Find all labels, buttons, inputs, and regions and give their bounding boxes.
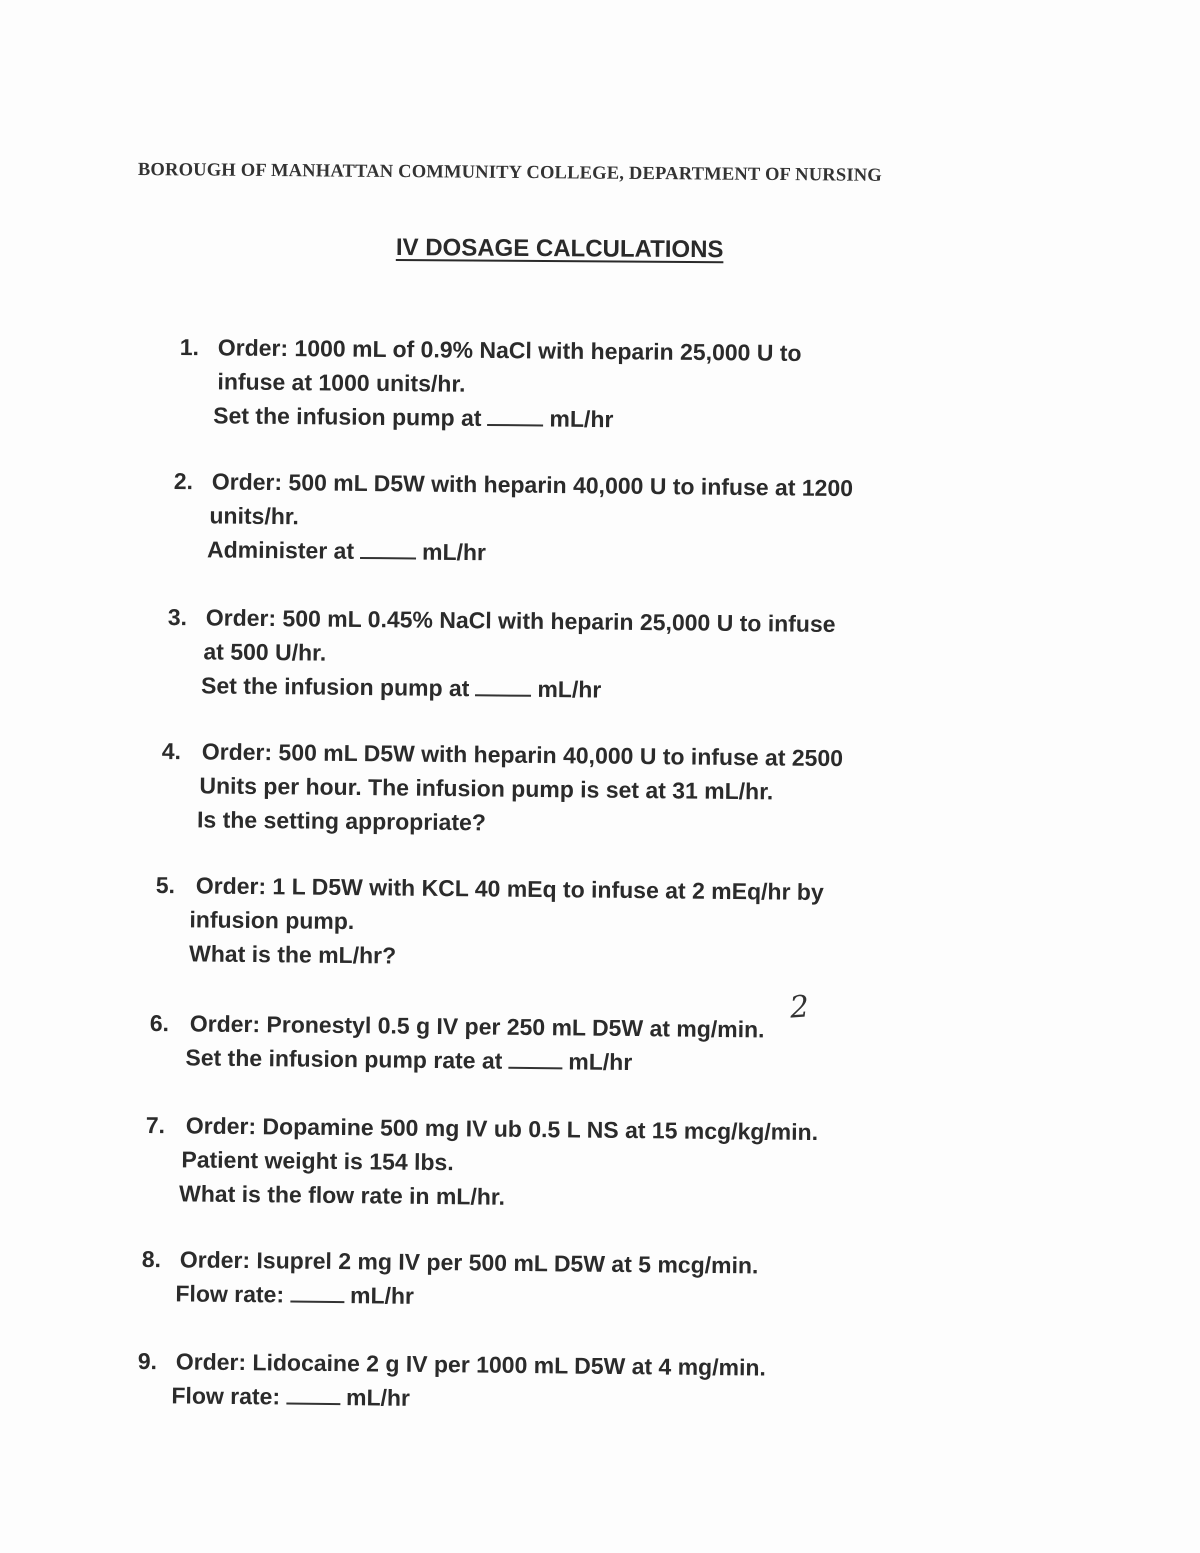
question-line: infuse at 1000 units/hr. <box>217 368 466 397</box>
question-number: 2. <box>173 467 194 495</box>
answer-unit: mL/hr <box>349 1282 415 1309</box>
answer-line <box>207 532 486 569</box>
answer-unit: mL/hr <box>549 405 614 433</box>
answer-blank[interactable] <box>360 539 416 560</box>
answer-blank[interactable] <box>286 1385 340 1406</box>
question-line: Order: Pronestyl 0.5 g IV per 250 mL D5W at mg/min. <box>189 1010 765 1043</box>
answer-prompt: Flow rate: <box>175 1280 285 1308</box>
question-number: 5. <box>155 871 176 899</box>
question-line: units/hr. <box>209 502 300 530</box>
answer-prompt: Set the infusion pump at <box>200 672 470 702</box>
question-line: Units per hour. The infusion pump is set at 31 mL/hr. <box>199 772 774 805</box>
question-number: 4. <box>161 737 182 765</box>
question-line: Order: 1 L D5W with KCL 40 mEq to infuse at 2 mEq/hr by <box>195 872 824 905</box>
question-number: 9. <box>137 1347 158 1375</box>
answer-line <box>185 1040 632 1079</box>
answer-prompt: Set the infusion pump at <box>213 402 482 431</box>
handwritten-note: 2 <box>788 989 811 1026</box>
question-line: at 500 U/hr. <box>203 638 327 666</box>
answer-line <box>213 398 614 436</box>
answer-unit: mL/hr <box>537 675 602 703</box>
question-line: infusion pump. <box>189 906 355 935</box>
question-number: 1. <box>179 333 200 361</box>
answer-unit: mL/hr <box>568 1048 633 1076</box>
question-line: Order: 500 mL D5W with heparin 40,000 U to infuse at 1200 <box>211 468 854 502</box>
question-line: Order: 500 mL 0.45% NaCl with heparin 25,000 U to infuse <box>205 604 836 637</box>
question-line: Patient weight is 154 lbs. <box>181 1146 454 1176</box>
page-title: IV DOSAGE CALCULATIONS <box>395 234 724 264</box>
answer-unit: mL/hr <box>345 1384 411 1411</box>
answer-blank[interactable] <box>508 1049 562 1070</box>
answer-line <box>175 1276 414 1312</box>
question-number: 6. <box>149 1009 170 1037</box>
question-line: Order: Lidocaine 2 g IV per 1000 mL D5W at 4 mg/min. <box>175 1348 767 1381</box>
question-number: 7. <box>145 1111 166 1139</box>
answer-unit: mL/hr <box>421 538 487 566</box>
question-line: What is the flow rate in mL/hr. <box>178 1180 506 1210</box>
question-line: Order: 1000 mL of 0.9% NaCl with heparin 25,000 U to <box>217 334 802 366</box>
question-line: Order: 500 mL D5W with heparin 40,000 U to infuse at 2500 <box>201 738 844 772</box>
question-number: 3. <box>167 603 188 631</box>
answer-line <box>171 1378 410 1414</box>
question-number: 8. <box>141 1245 162 1273</box>
question-line: Order: Dopamine 500 mg IV ub 0.5 L NS at 15 mcg/kg/min. <box>185 1112 819 1146</box>
question-line: What is the mL/hr? <box>188 940 397 969</box>
answer-prompt: Set the infusion pump rate at <box>185 1044 503 1074</box>
answer-prompt: Administer at <box>206 536 355 564</box>
answer-blank[interactable] <box>475 676 531 697</box>
answer-line <box>201 668 602 706</box>
question-line: Is the setting appropriate? <box>196 806 487 836</box>
question-line: Order: Isuprel 2 mg IV per 500 mL D5W at 5 mcg/min. <box>179 1246 759 1279</box>
answer-blank[interactable] <box>290 1283 344 1304</box>
institution-header: BOROUGH OF MANHATTAN COMMUNITY COLLEGE, DEPARTMENT OF NURSING <box>137 160 883 186</box>
answer-blank[interactable] <box>487 406 543 427</box>
answer-prompt: Flow rate: <box>171 1382 281 1410</box>
